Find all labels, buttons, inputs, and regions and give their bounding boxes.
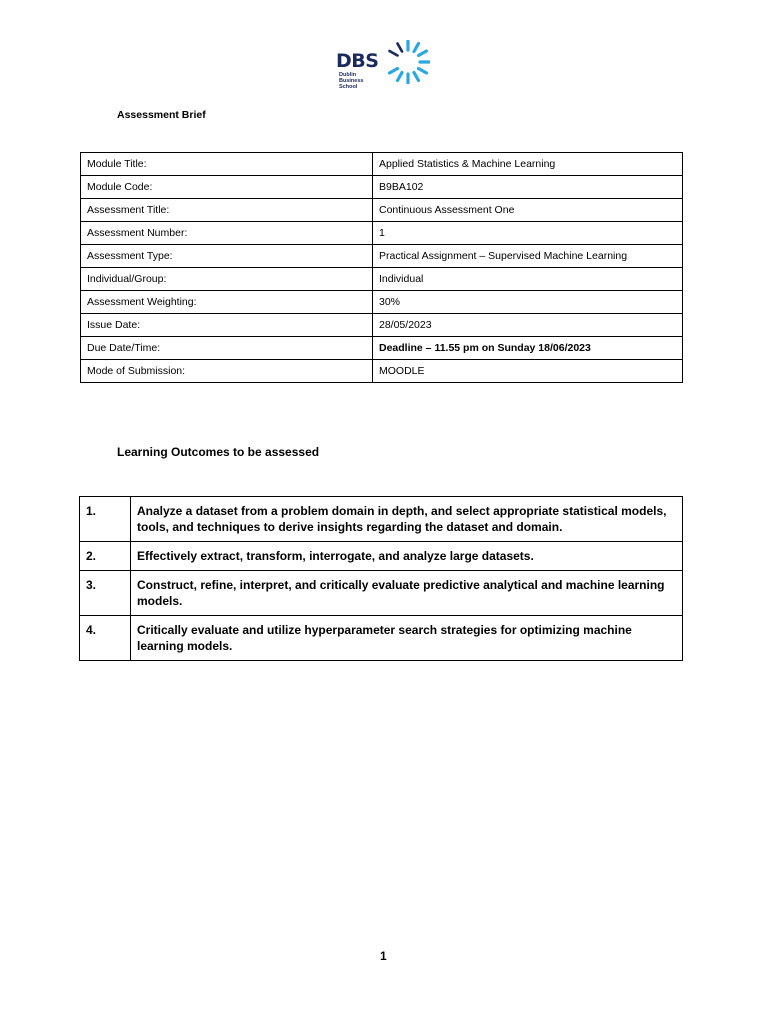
info-label: Module Code:: [81, 176, 373, 199]
table-row: [80, 616, 683, 661]
table-row: [81, 222, 683, 245]
info-label: Assessment Weighting:: [81, 291, 373, 314]
info-label: Assessment Number:: [81, 222, 373, 245]
learning-outcomes-table: [79, 496, 683, 661]
info-label: Assessment Type:: [81, 245, 373, 268]
info-value: MOODLE: [373, 360, 683, 383]
outcome-number: 2.: [80, 542, 131, 571]
info-label: Assessment Title:: [81, 199, 373, 222]
table-row: [81, 314, 683, 337]
logo-sub-line-1: Dublin: [339, 72, 357, 78]
outcome-number: 3.: [80, 571, 131, 616]
outcome-number: 4.: [80, 616, 131, 661]
table-row: [81, 199, 683, 222]
deadline-value: Deadline – 11.55 pm on Sunday 18/06/2023: [373, 337, 683, 360]
info-label: Module Title:: [81, 153, 373, 176]
page-number: 1: [380, 949, 387, 963]
info-value: B9BA102: [373, 176, 683, 199]
table-row: [80, 571, 683, 616]
table-row: [81, 176, 683, 199]
info-value: Continuous Assessment One: [373, 199, 683, 222]
table-row: [80, 497, 683, 542]
assessment-info-table: [80, 152, 683, 383]
outcome-text: Analyze a dataset from a problem domain in depth, and select appropriate statistical models, tools, and techniques to derive insights regarding the dataset and domain.: [131, 497, 683, 542]
logo-brand: DBS: [336, 50, 379, 72]
table-row: [81, 153, 683, 176]
info-label: Due Date/Time:: [81, 337, 373, 360]
table-row: [81, 245, 683, 268]
learning-outcomes-heading: Learning Outcomes to be assessed: [117, 445, 320, 459]
info-value: Individual: [373, 268, 683, 291]
sunburst-logo-icon: [386, 40, 430, 84]
assessment-brief-heading: Assessment Brief: [117, 109, 206, 121]
info-value: 28/05/2023: [373, 314, 683, 337]
table-row: [81, 291, 683, 314]
logo-sub-line-3: School: [339, 84, 358, 90]
table-row: [81, 268, 683, 291]
table-row: [81, 337, 683, 360]
outcome-text: Construct, refine, interpret, and critically evaluate predictive analytical and machine learning models.: [131, 571, 683, 616]
table-row: [81, 360, 683, 383]
dbs-logo: [336, 38, 432, 94]
info-value: Practical Assignment – Supervised Machine Learning: [373, 245, 683, 268]
info-label: Mode of Submission:: [81, 360, 373, 383]
outcome-text: Critically evaluate and utilize hyperparameter search strategies for optimizing machine learning models.: [131, 616, 683, 661]
outcome-text: Effectively extract, transform, interrogate, and analyze large datasets.: [131, 542, 683, 571]
outcome-number: 1.: [80, 497, 131, 542]
info-label: Issue Date:: [81, 314, 373, 337]
info-value: 30%: [373, 291, 683, 314]
info-value: Applied Statistics & Machine Learning: [373, 153, 683, 176]
table-row: [80, 542, 683, 571]
info-label: Individual/Group:: [81, 268, 373, 291]
info-value: 1: [373, 222, 683, 245]
logo-sub-line-2: Business: [339, 78, 364, 84]
